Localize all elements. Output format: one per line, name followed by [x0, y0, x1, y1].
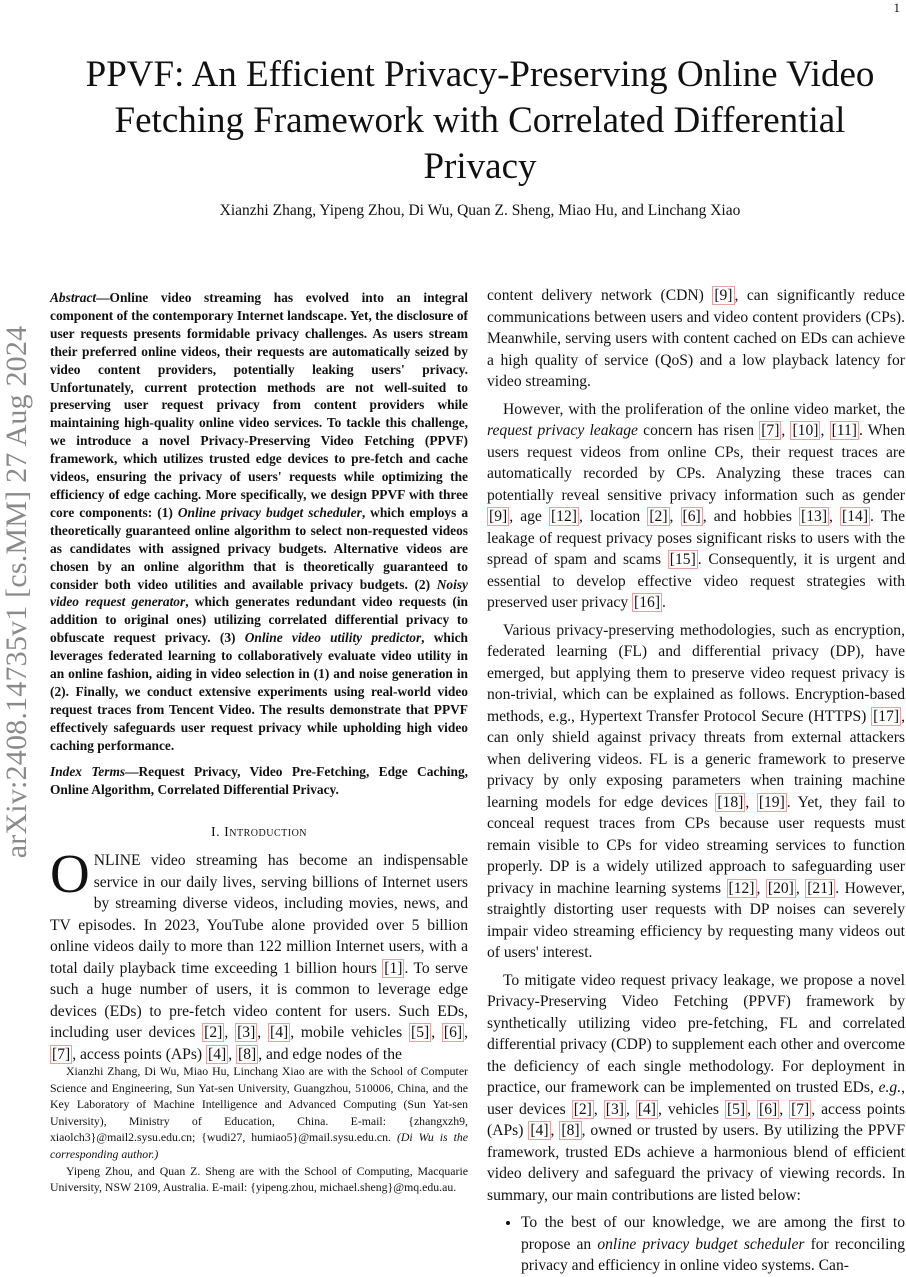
text: concern has risen — [637, 422, 760, 439]
citation-link[interactable]: [11] — [831, 422, 857, 439]
intro-text: . To serve such a huge number of users, it is common to leverage edge devices (EDs) to pre-fetch video content for users. Such EDs, including user devices — [50, 959, 468, 1041]
paragraph: To mitigate video request privacy leakage, we propose a novel Privacy-Preserving Video Fetching (PPVF) framework by synthetically utilizing video pre-fetching, FL and correlated differential privacy (CDP) to supplement each other and overcome the deficiency of each single methodology. For deployment in practice, our framework can be implemented on trusted EDs, e.g., user devices [2] , [3] , [4] , vehicles [5] , [6] , [7] , access points (APs) [4] , [8] , owned or trusted by users. By utilizing the PPVF framework, trusted EDs achieve a harmonious blend of efficient video delivery and safeguard the privacy of viewing records. In summary, our main contributions are listed below: — [487, 971, 906, 1204]
text: , can significantly reduce communications between users and video content providers (CPs). Meanwhile, serving users with content cached on EDs can achieve a high quality of service (QoS) and a low playback latency for video streaming. — [487, 287, 905, 390]
emphasis: e.g. — [878, 1079, 902, 1096]
text: To mitigate video request privacy leakage, we propose a novel Privacy-Preserving Video Fetching (PPVF) framework by synthetically utilizing video pre-fetching, FL and correlated differential privacy (CDP) to supplement each other and overcome the deficiency of each single methodology. For deployment in practice, our framework can be implemented on trusted EDs, — [487, 971, 905, 1096]
citation-link[interactable]: [12] — [550, 508, 577, 525]
emphasis: online privacy budget scheduler — [597, 1235, 805, 1253]
citation-link[interactable]: [6] — [759, 1100, 778, 1118]
citation-link[interactable]: [3] — [237, 1024, 256, 1041]
paragraph — [487, 285, 905, 393]
text: , can only shield against privacy threats from external attackers when delivering videos. FL is a generic framework to preserve privacy by only exposing parameters when training machine learning models for edge devices — [487, 707, 905, 811]
citation-link[interactable]: [19] — [758, 793, 785, 811]
citation-link[interactable]: [6] — [682, 508, 701, 525]
index-terms-text: —Request Privacy, Video Pre-Fetching, Edge Caching, Online Algorithm, Correlated Differential Privacy. — [50, 764, 468, 797]
text: . — [662, 594, 666, 611]
section-title: Introduction — [224, 825, 308, 840]
text: , user devices — [487, 1079, 905, 1118]
citation-link[interactable]: [16] — [634, 594, 661, 611]
abstract-text: , which employs a theoretically guaranteed online algorithm to select non-requested videos as candidates with assigned privacy budgets. Alternative videos are chosen by an online algorithm that is theoretically guaranteed to consider both video utilities and available privacy budgets. (2) — [50, 504, 469, 592]
citation-link[interactable]: [2] — [204, 1024, 223, 1041]
text: . Yet, they fail to conceal request traces from CPs because user requests must remain visible to CPs for video streaming services to function properly. DP is a widely utilized approach to safeguarding user privacy in machine learning systems — [487, 793, 905, 897]
author-list: Xianzhi Zhang, Yipeng Zhou, Di Wu, Quan Z. Sheng, Miao Hu, and Linchang Xiao — [219, 202, 741, 219]
text: . When users request videos from online CPs, their request traces are automatically recorded by CPs. Analyzing these traces can potentially reveal sensitive privacy information such as gender — [487, 422, 906, 504]
citation-link[interactable]: [13] — [801, 508, 828, 525]
abstract — [50, 289, 468, 755]
citation-link[interactable]: [1] — [384, 959, 403, 977]
abstract-component-1: Online privacy budget scheduler — [177, 504, 362, 520]
page-number: 1 — [893, 0, 900, 15]
arxiv-stamp: arXiv:2408.14735v1 [cs.MM] 27 Aug 2024 — [0, 325, 33, 859]
intro-text: , and edge nodes of the — [258, 1045, 402, 1063]
citation-link[interactable]: [7] — [791, 1100, 810, 1118]
citation-link[interactable]: [2] — [573, 1100, 592, 1118]
drop-cap: O — [50, 843, 90, 904]
text: , location — [578, 508, 648, 525]
intro-text: , access points (APs) — [72, 1045, 207, 1063]
paragraph: Various privacy-preserving methodologies, such as encryption, federated learning (FL) and differential privacy (DP), have emerged, but applying them to preserve video request privacy is non-trivial, which can be explained as follows. Encryption-based methods, e.g., Hypertext Transfer Protocol Secure (HTTPS) [17] , can only shield against privacy threats from external attackers when delivering videos. FL is a generic framework to preserve privacy by only exposing parameters when training machine learning models for edge devices [18] , [19] . Yet, they fail to conceal request traces from CPs because user requests must remain visible to CPs for video streaming services to function properly. DP is a widely utilized approach to safeguarding user privacy in machine learning systems [12] , [20] , [21] . However, straightly distorting user requests with DP noises can severely impair video streaming efficiency by requesting many videos out of users' interest. — [487, 621, 906, 961]
abstract-component-3: Online video utility predictor — [244, 630, 422, 646]
index-terms-label: Index Terms — [50, 764, 126, 779]
citation-link[interactable]: [9] — [714, 287, 733, 304]
text: Various privacy-preserving methodologies, such as encryption, federated learning (FL) and differential privacy (DP), have emerged, but applying them to preserve video request privacy is non-trivial, which can be explained as follows. Encryption-based methods, e.g., Hypertext Transfer Protocol Secure (HTTPS) — [487, 621, 905, 725]
citation-link[interactable]: [14] — [842, 508, 869, 525]
text: . However, straightly distorting user requests with DP noises can severely impair video streaming efficiency by requesting many videos out of users' interest. — [487, 879, 906, 961]
citation-link[interactable]: [5] — [411, 1024, 430, 1041]
text: , vehicles — [658, 1100, 725, 1118]
text: content delivery network (CDN) — [487, 287, 713, 304]
footnote-affiliation-2: Yipeng Zhou, and Quan Z. Sheng are with the School of Computing, Macquarie University, NSW 2109, Australia. E-mail: {yipeng.zhou, michael.sheng}@mq.edu.au. — [50, 1163, 468, 1195]
intro-text: video streaming has become an indispensable service in our daily lives, serving billions of Internet users by streaming diverse videos, including movies, news, and TV episodes. In 2023, YouTube alone provided over 5 billion online videos daily to more than 122 million Internet users, with a total daily playback time exceeding 1 billion hours — [50, 852, 468, 977]
citation-link[interactable]: [18] — [717, 793, 744, 811]
text: To the best of our knowledge, we are among the first to propose an — [521, 1214, 905, 1253]
index-terms — [50, 763, 468, 799]
right-column — [487, 285, 905, 1277]
abstract-text: —Online video streaming has evolved into an integral component of the contemporary Internet landscape. Yet, the disclosure of user requests presents formidable privacy challenges. As users stream their preferred online videos, their requests are automatically seized by video content providers, potentially leaking users' privacy. Unfortunately, current protection methods are not well-suited to preserving user request privacy from content providers while maintaining high-quality online video services. To tackle this challenge, we introduce a novel Privacy-Preserving Video Fetching (PPVF) framework, which utilizes trusted edge devices to pre-fetch and cache videos, ensuring the privacy of users' requests while optimizing the efficiency of edge caching. More specifically, we design PPVF with three core components: (1) — [50, 290, 468, 520]
abstract-component-2: Noisy video request generator — [50, 576, 468, 610]
section-heading — [50, 825, 468, 841]
list-item — [521, 1212, 905, 1277]
citation-link[interactable]: [17] — [873, 707, 900, 725]
citation-link[interactable]: [15] — [669, 551, 696, 568]
citation-link[interactable]: [4] — [208, 1045, 227, 1063]
citation-link[interactable]: [7] — [52, 1045, 71, 1063]
text: , and hobbies — [702, 508, 800, 525]
citation-link[interactable]: [10] — [792, 422, 819, 439]
citation-link[interactable]: [2] — [649, 508, 668, 525]
citation-link[interactable]: [9] — [489, 508, 508, 525]
citation-link[interactable]: [4] — [530, 1122, 549, 1139]
text: , access points (APs) — [487, 1100, 906, 1139]
citation-link[interactable]: [7] — [761, 422, 780, 439]
section-number: I. — [210, 825, 221, 840]
citation-link[interactable]: [4] — [637, 1100, 656, 1118]
citation-link[interactable]: [3] — [605, 1100, 624, 1118]
intro-lead: NLINE — [93, 852, 141, 869]
text: . Consequently, it is urgent and essential to develop effective video request strategies with preserved user privacy — [487, 551, 905, 611]
citation-link[interactable]: [8] — [561, 1122, 580, 1139]
text: . The leakage of request privacy poses significant risks to users with the spread of spam and scams — [487, 508, 906, 568]
footnote-affiliation-1: Xianzhi Zhang, Di Wu, Miao Hu, Linchang Xiao are with the School of Computer Science and Engineering, Sun Yat-sen University, Guangzhou, 510006, China, and the Key Laboratory of Machine Intelligence and Advanced Computing (Sun Yat-sen University), Ministry of Education, China. E-mail: {zhangxzh9, xiaolch3}@mail2.sysu.edu.cn; {wudi27, humiao5}@mail.sysu.edu.cn. — [50, 1064, 468, 1145]
citation-link[interactable]: [21] — [807, 879, 834, 897]
text: , age — [509, 508, 549, 525]
citation-link[interactable]: [12] — [728, 879, 755, 897]
footnote — [50, 1063, 468, 1196]
text: for reconciling privacy and efficiency in online video systems. Can- — [521, 1235, 905, 1274]
contribution-list — [487, 1212, 905, 1277]
abstract-text: , which leverages federated learning to collaboratively evaluate video utility in an online fashion, aiding in video selection in (1) and noise generation in (2). Finally, we conduct extensive experiments using real-world video request traces from Tencent Video. The results demonstrate that PPVF effectively safeguards user request privacy while upholding high video caching performance. — [50, 630, 468, 753]
abstract-text: , which generates redundant video requests (in addition to original ones) utilizing correlated differential privacy to obfuscate request privacy. (3) — [50, 594, 468, 646]
emphasis: request privacy leakage — [487, 422, 638, 439]
abstract-label: Abstract — [50, 290, 97, 305]
paper-title: PPVF: An Efficient Privacy-Preserving Online Video Fetching Framework with Correlated Differential Privacy — [85, 54, 875, 187]
paragraph: However, with the proliferation of the online video market, the request privacy leakage concern has risen [7] , [10] , [11] . When users request videos from online CPs, their request traces are automatically recorded by CPs. Analyzing these traces can potentially reveal sensitive privacy information such as gender [9] , age [12] , location [2] , [6] , and hobbies [13] , [14] . The leakage of request privacy poses significant risks to users with the spread of spam and scams [15] . Consequently, it is urgent and essential to develop effective video request strategies with preserved user privacy [16] . — [487, 400, 906, 611]
citation-link[interactable]: [4] — [270, 1024, 289, 1041]
footnote-corresponding: (Di Wu is the corresponding author.) — [50, 1130, 468, 1161]
text: However, with the proliferation of the online video market, the — [503, 400, 905, 418]
intro-text: , mobile vehicles — [290, 1024, 409, 1041]
citation-link[interactable]: [5] — [726, 1100, 746, 1118]
text: , owned or trusted by users. By utilizing the PPVF framework, trusted EDs achieve a harmonious blend of efficient video delivery and safeguard the privacy of viewing records. In summary, our main contributions are listed below: — [487, 1122, 906, 1204]
citation-link[interactable]: [6] — [443, 1024, 463, 1041]
arxiv-stamp-container — [0, 285, 34, 900]
intro-paragraph: ONLINE video streaming has become an indispensable service in our daily lives, serving billions of Internet users by streaming diverse videos, including movies, news, and TV episodes. In 2023, YouTube alone provided over 5 billion online videos daily to more than 122 million Internet users, with a total daily playback time exceeding 1 billion hours [1] . To serve such a huge number of users, it is common to leverage edge devices (EDs) to pre-fetch video content for users. Such EDs, including user devices [2] , [3] , [4] , mobile vehicles [5] , [6] , [7] , access points (APs) [4] , [8] , and edge nodes of the — [50, 843, 469, 1063]
citation-link[interactable]: [20] — [767, 879, 794, 897]
citation-link[interactable]: [8] — [238, 1045, 257, 1063]
